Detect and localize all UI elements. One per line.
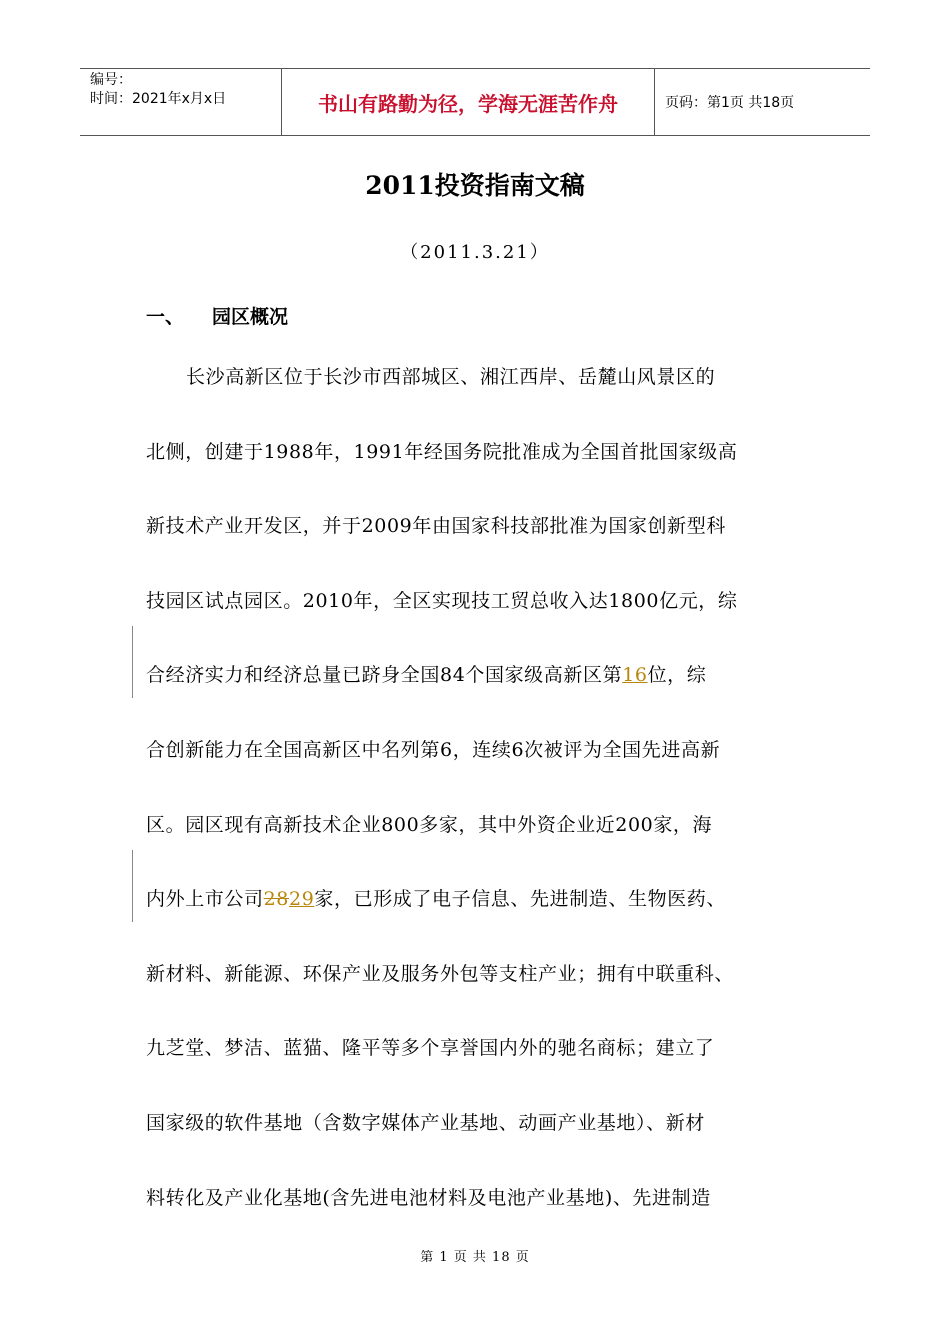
paragraph-line: 料转化及产业化基地(含先进电池材料及电池产业基地)、先进制造 [146, 1186, 711, 1209]
change-bar [132, 626, 133, 698]
paragraph-line: 区。园区现有高新技术企业800多家，其中外资企业近200家，海 [146, 813, 713, 836]
line-text: 家，已形成了电子信息、先进制造、生物医药、 [314, 888, 726, 911]
section-number: 一、 [146, 306, 185, 328]
deleted-revision: 28 [263, 888, 289, 911]
paragraph-line [146, 659, 826, 734]
line-text: 合经济实力和经济总量已跻身全国84个国家级高新区第 [146, 664, 623, 687]
time-label: 时间：2021年x月x日 [90, 91, 227, 107]
paragraph-line: 新材料、新能源、环保产业及服务外包等支柱产业；拥有中联重科、 [146, 962, 735, 985]
paragraph-line [146, 883, 826, 958]
header-motto: 书山有路勤为径，学海无涯苦作舟 [281, 69, 655, 135]
header-page-info: 页码：第1页 共18页 [665, 95, 795, 111]
line-text: 位，综 [647, 664, 707, 687]
paragraph-line: 北侧，创建于1988年，1991年经国务院批准成为全国首批国家级高 [146, 440, 738, 463]
paragraph-line: 合创新能力在全国高新区中名列第6，连续6次被评为全国先进高新 [146, 738, 721, 761]
document-title: 2011投资指南文稿 [365, 171, 585, 200]
change-bar [132, 850, 133, 922]
page-header [80, 68, 870, 136]
section-title: 园区概况 [212, 306, 289, 328]
line-text: 内外上市公司 [146, 888, 264, 911]
inserted-revision: 29 [289, 888, 315, 911]
document-date: （2011.3.21） [400, 242, 550, 263]
number-label: 编号： [90, 72, 132, 88]
header-meta [80, 69, 281, 135]
paragraph-line: 技园区试点园区。2010年，全区实现技工贸总收入达1800亿元，综 [146, 589, 738, 612]
paragraph-line: 国家级的软件基地（含数字媒体产业基地、动画产业基地）、新材 [146, 1111, 705, 1134]
paragraph-line: 长沙高新区位于长沙市西部城区、湘江西岸、岳麓山风景区的 [186, 366, 716, 388]
inserted-revision: 16 [622, 664, 648, 687]
section-heading [146, 302, 288, 329]
body-paragraph [146, 361, 826, 1256]
paragraph-line: 九芝堂、梦洁、蓝猫、隆平等多个享誉国内外的驰名商标；建立了 [146, 1037, 715, 1060]
page-footer: 第 1 页 共 18 页 [420, 1250, 530, 1265]
paragraph-line: 新技术产业开发区，并于2009年由国家科技部批准为国家创新型科 [146, 515, 726, 538]
